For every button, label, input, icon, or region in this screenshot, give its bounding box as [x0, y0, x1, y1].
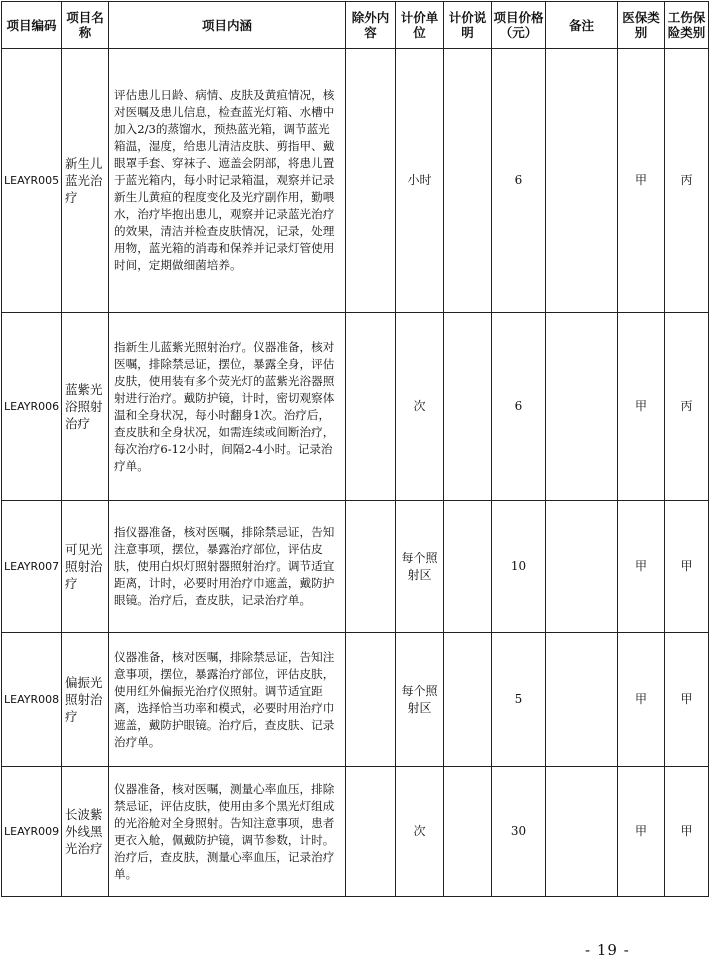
header-price: 项目价格（元）: [492, 2, 546, 49]
cell-content: 仪器准备，核对医嘱，排除禁忌证，告知注意事项，摆位，暴露治疗部位，评估皮肤，使用红外偏振光治疗仪照射。调节适宜距离，选择恰当功率和模式，必要时用治疗巾遮盖，戴防护眼镜。治疗后，查皮肤、记录治疗单。: [109, 633, 346, 767]
price-table: [1, 1, 709, 897]
table-row: [2, 501, 709, 633]
cell-price: 10: [492, 501, 546, 633]
header-name: 项目名称: [62, 2, 109, 49]
table-row: [2, 313, 709, 501]
cell-code: LEAYR009: [2, 767, 62, 897]
table-row: [2, 49, 709, 313]
cell-unit: 每个照射区: [396, 501, 444, 633]
cell-pricing-note: [444, 767, 492, 897]
page-number: - 19 -: [585, 941, 630, 959]
cell-name: 蓝紫光浴照射治疗: [62, 313, 109, 501]
cell-remark: [546, 313, 618, 501]
cell-pricing-note: [444, 633, 492, 767]
cell-unit: 每个照射区: [396, 633, 444, 767]
cell-pricing-note: [444, 313, 492, 501]
cell-code: LEAYR005: [2, 49, 62, 313]
cell-medical-insurance: 甲: [618, 501, 665, 633]
cell-injury-insurance: 甲: [665, 633, 709, 767]
cell-name: 长波紫外线黑光治疗: [62, 767, 109, 897]
cell-exclusion: [346, 49, 396, 313]
cell-medical-insurance: 甲: [618, 767, 665, 897]
cell-name: 可见光照射治疗: [62, 501, 109, 633]
cell-unit: 小时: [396, 49, 444, 313]
cell-price: 6: [492, 313, 546, 501]
cell-pricing-note: [444, 49, 492, 313]
header-content: 项目内涵: [109, 2, 346, 49]
header-injury-insurance: 工伤保险类别: [665, 2, 709, 49]
cell-remark: [546, 501, 618, 633]
header-row: [2, 2, 709, 49]
cell-injury-insurance: 甲: [665, 501, 709, 633]
header-exclusion: 除外内容: [346, 2, 396, 49]
header-remark: 备注: [546, 2, 618, 49]
cell-medical-insurance: 甲: [618, 49, 665, 313]
cell-medical-insurance: 甲: [618, 633, 665, 767]
cell-content: 指仪器准备，核对医嘱，排除禁忌证，告知注意事项，摆位，暴露治疗部位，评估皮肤，使用白炽灯照射器照射治疗。调节适宜距离，计时，必要时用治疗巾遮盖，戴防护眼镜。治疗后，查皮肤，记录治疗单。: [109, 501, 346, 633]
header-pricing-note: 计价说明: [444, 2, 492, 49]
cell-code: LEAYR006: [2, 313, 62, 501]
header-code: 项目编码: [2, 2, 62, 49]
cell-unit: 次: [396, 767, 444, 897]
cell-pricing-note: [444, 501, 492, 633]
cell-medical-insurance: 甲: [618, 313, 665, 501]
cell-remark: [546, 49, 618, 313]
cell-price: 30: [492, 767, 546, 897]
cell-exclusion: [346, 501, 396, 633]
header-unit: 计价单位: [396, 2, 444, 49]
cell-content: 仪器准备，核对医嘱，测量心率血压，排除禁忌证，评估皮肤，使用由多个黑光灯组成的光浴舱对全身照射。告知注意事项，患者更衣入舱，佩戴防护镜，调节参数，计时。治疗后，查皮肤，测量心率血压，记录治疗单。: [109, 767, 346, 897]
table-row: [2, 767, 709, 897]
cell-name: 偏振光照射治疗: [62, 633, 109, 767]
cell-name: 新生儿蓝光治疗: [62, 49, 109, 313]
cell-exclusion: [346, 313, 396, 501]
header-medical-insurance: 医保类别: [618, 2, 665, 49]
cell-code: LEAYR007: [2, 501, 62, 633]
cell-injury-insurance: 甲: [665, 767, 709, 897]
cell-exclusion: [346, 767, 396, 897]
table-row: [2, 633, 709, 767]
cell-code: LEAYR008: [2, 633, 62, 767]
cell-exclusion: [346, 633, 396, 767]
cell-content: 评估患儿日龄、病情、皮肤及黄疸情况，核对医嘱及患儿信息，检查蓝光灯箱、水槽中加入2/3的蒸馏水，预热蓝光箱，调节蓝光箱温，湿度，给患儿清洁皮肤、剪指甲、戴眼罩手套、穿袜子、遮盖会阴部，将患儿置于蓝光箱内，每小时记录箱温，观察并记录新生儿黄疸的程度变化及光疗副作用，勤喂水，治疗毕抱出患儿，观察并记录蓝光治疗的效果，清洁并检查皮肤情况，记录，处理用物，蓝光箱的消毒和保养并记录灯管使用时间，定期做细菌培养。: [109, 49, 346, 313]
cell-injury-insurance: 丙: [665, 313, 709, 501]
cell-injury-insurance: 丙: [665, 49, 709, 313]
cell-price: 5: [492, 633, 546, 767]
cell-price: 6: [492, 49, 546, 313]
cell-remark: [546, 767, 618, 897]
cell-unit: 次: [396, 313, 444, 501]
cell-content: 指新生儿蓝紫光照射治疗。仪器准备，核对医嘱，排除禁忌证，摆位，暴露全身，评估皮肤，使用装有多个荧光灯的蓝紫光浴器照射进行治疗。戴防护镜，计时，密切观察体温和全身状况，每小时翻身1次。治疗后，查皮肤和全身状况，如需连续或间断治疗，每次治疗6-12小时，间隔2-4小时。记录治疗单。: [109, 313, 346, 501]
cell-remark: [546, 633, 618, 767]
